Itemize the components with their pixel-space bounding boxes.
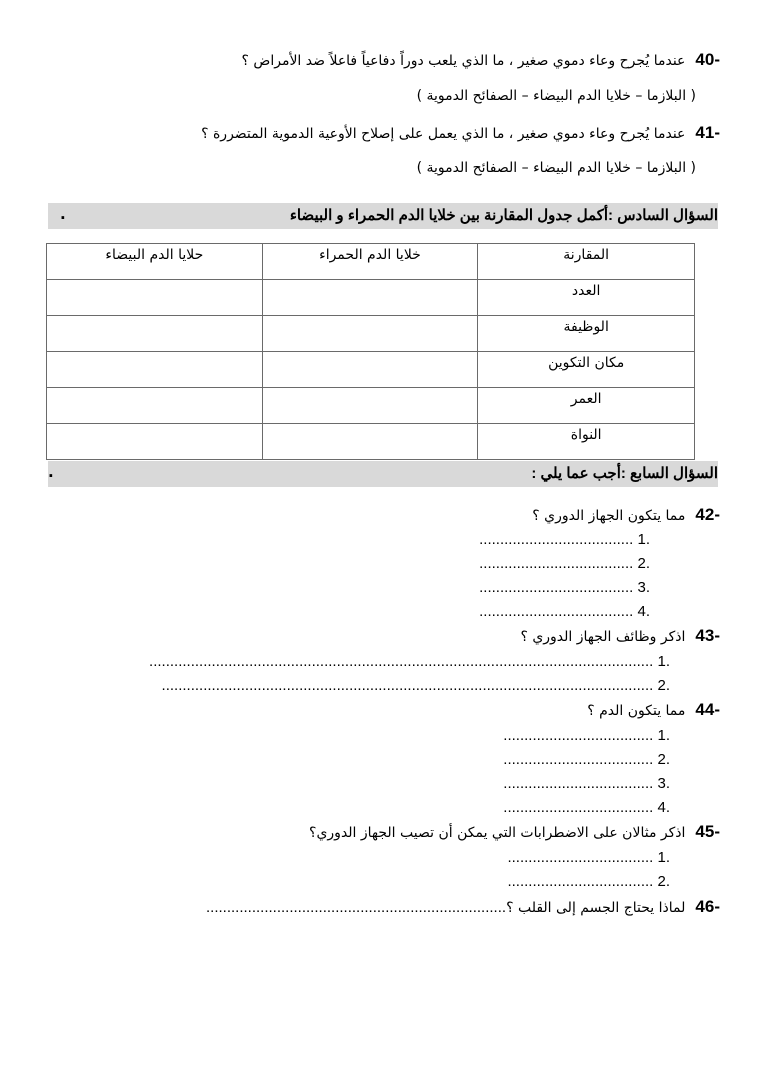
question-text: لماذا يحتاج الجسم إلى القلب ؟ — [506, 900, 686, 916]
answer-line[interactable]: .3 .................................... — [503, 775, 670, 792]
section-7-dot: . — [48, 463, 54, 481]
table-row — [47, 352, 695, 388]
answer-line[interactable]: .4 .................................... — [503, 799, 670, 816]
question-text: مما يتكون الدم ؟ — [587, 703, 686, 719]
answer-line[interactable]: .1 ......................................................................................................................... — [149, 653, 670, 670]
section-6-title: السؤال السادس :أكمل جدول المقارنة بين خلايا الدم الحمراء و البيضاء — [289, 207, 718, 224]
answer-line[interactable]: .2 ...................................................................................................................... — [161, 677, 670, 694]
answer-line[interactable]: .3 ..................................... — [479, 579, 650, 596]
comparison-table — [46, 243, 695, 460]
question-number: -42 — [695, 505, 720, 524]
question-41 — [201, 121, 720, 145]
table-row — [47, 424, 695, 460]
answer-line[interactable]: .4 ..................................... — [479, 603, 650, 620]
table-cell-white[interactable] — [47, 352, 263, 388]
table-row — [47, 388, 695, 424]
question-number: -46 — [695, 897, 720, 916]
table-cell-red[interactable] — [262, 280, 478, 316]
section-6-dot: . — [60, 205, 66, 223]
table-cell-white[interactable] — [47, 424, 263, 460]
table-cell-white[interactable] — [47, 316, 263, 352]
question-46 — [206, 895, 720, 919]
table-row-label: العمر — [478, 388, 695, 424]
question-number: -44 — [695, 700, 720, 719]
question-number: -45 — [695, 822, 720, 841]
question-text: مما يتكون الجهاز الدوري ؟ — [532, 508, 686, 524]
table-row-label: الوظيفة — [478, 316, 695, 352]
answer-line[interactable]: .2 ................................... — [507, 873, 670, 890]
answer-line[interactable]: .2 ..................................... — [479, 555, 650, 572]
question-number: -43 — [695, 626, 720, 645]
question-text: اذكر مثالان على الاضطرابات التي يمكن أن تصيب الجهاز الدوري؟ — [309, 825, 686, 841]
table-header-cell: خلايا الدم الحمراء — [262, 244, 478, 280]
table-cell-red[interactable] — [262, 424, 478, 460]
table-header-cell: المقارنة — [478, 244, 695, 280]
table-cell-white[interactable] — [47, 388, 263, 424]
question-43 — [520, 624, 720, 648]
table-cell-red[interactable] — [262, 316, 478, 352]
answer-line[interactable]: ........................................................................ — [206, 899, 507, 916]
question-45 — [309, 820, 720, 844]
table-row — [47, 280, 695, 316]
question-text: اذكر وظائف الجهاز الدوري ؟ — [520, 629, 686, 645]
table-cell-red[interactable] — [262, 388, 478, 424]
question-number: -41 — [695, 123, 720, 142]
question-42 — [532, 503, 720, 527]
question-44 — [587, 698, 720, 722]
table-row-label: النواة — [478, 424, 695, 460]
table-row — [47, 316, 695, 352]
answer-line[interactable]: .2 .................................... — [503, 751, 670, 768]
question-text: عندما يُجرح وعاء دموي صغير ، ما الذي يعمل على إصلاح الأوعية الدموية المتضررة ؟ — [201, 126, 686, 142]
question-40 — [242, 48, 720, 72]
answer-line[interactable]: .1 .................................... — [503, 727, 670, 744]
table-row-label: العدد — [478, 280, 695, 316]
question-40-options: ( البلازما – خلايا الدم البيضاء – الصفائح الدموية ) — [416, 88, 696, 104]
question-number: -40 — [695, 50, 720, 69]
table-cell-white[interactable] — [47, 280, 263, 316]
table-header-cell: حلايا الدم البيضاء — [47, 244, 263, 280]
answer-line[interactable]: .1 ..................................... — [479, 531, 650, 548]
answer-line[interactable]: .1 ................................... — [507, 849, 670, 866]
question-41-options: ( البلازما – خلايا الدم البيضاء – الصفائح الدموية ) — [416, 160, 696, 176]
table-cell-red[interactable] — [262, 352, 478, 388]
table-header-row — [47, 244, 695, 280]
table-row-label: مكان التكوين — [478, 352, 695, 388]
section-7-title: السؤال السابع :أجب عما يلي : — [531, 465, 718, 482]
question-text: عندما يُجرح وعاء دموي صغير ، ما الذي يلعب دوراً دفاعياً فاعلاً ضد الأمراض ؟ — [241, 53, 686, 69]
